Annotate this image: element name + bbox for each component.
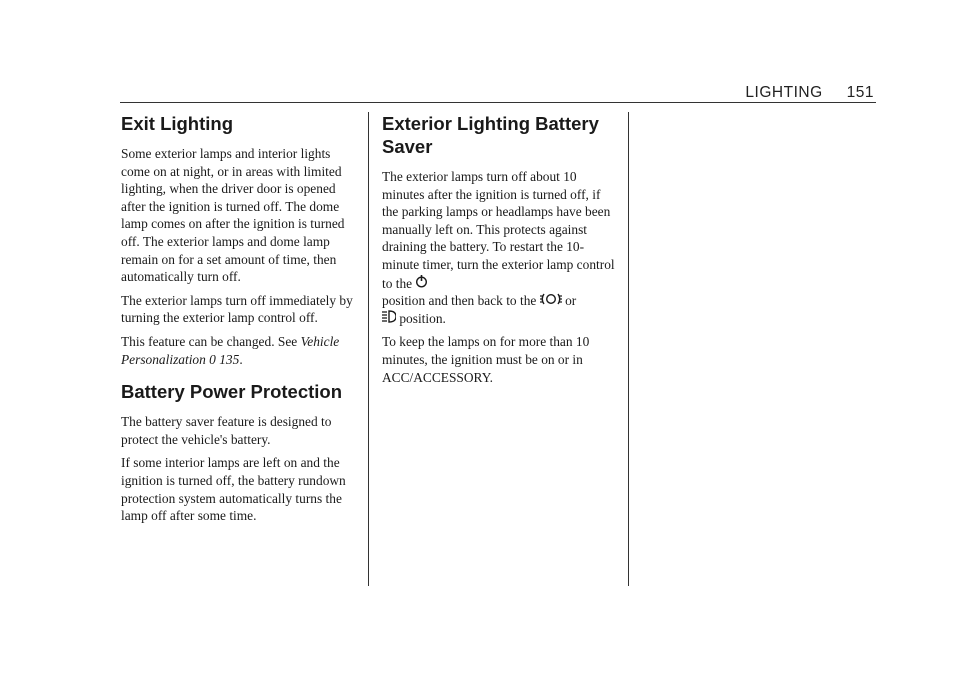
column-divider-left (368, 112, 369, 586)
battery-protection-paragraph-1: The battery saver feature is designed to protect the vehicle's battery. (121, 414, 332, 447)
column-1 (121, 112, 357, 531)
battery-protection-paragraph-2: If some interior lamps are left on and the ignition is turned off, the battery rundown protection system automatically turns the lamp off after some time. (121, 455, 346, 524)
reference-page: 135 (219, 351, 240, 367)
battery-saver-paragraph-1 (382, 168, 618, 327)
battery-saver-paragraph-2: To keep the lamps on for more than 10 minutes, the ignition must be on or in ACC/ACCESSORY. (382, 334, 590, 385)
see-text: This feature can be changed. See (121, 333, 298, 349)
section-name: LIGHTING (745, 84, 823, 101)
page-reference-symbol: 0 (209, 351, 216, 367)
heading-line-1: Exterior Lighting Battery (382, 113, 599, 134)
headlamps-icon (382, 310, 396, 323)
battery-saver-text-c: position. (399, 310, 446, 326)
reference-title: Vehicle Personalization (121, 333, 340, 367)
exit-lighting-paragraph-2: The exterior lamps turn off immediately by turning the exterior lamp control off. (121, 292, 353, 326)
heading-line-2: Saver (382, 136, 433, 157)
exit-lighting-paragraph-1: Some exterior lamps and interior lights come on at night, or in areas with limited lighting, when the driver door is opened after the ignition is turned off. The dome lamp comes on after the ignition is turned off. The exterior lamps and dome lamp remain on for a set amount of time, then automatically turn off. (121, 146, 345, 285)
battery-saver-text-b: position and then back to the (382, 293, 537, 309)
battery-saver-text-a: The exterior lamps turn off about 10 minutes after the ignition is turned off, if the parking lamps or headlamps have been manually left on. This protects against draining the battery. To restart the 10-minute timer, turn the exterior lamp control to the (382, 169, 615, 291)
sentence-end: . (239, 351, 243, 367)
page-number: 151 (846, 84, 874, 101)
power-off-icon (415, 274, 428, 288)
column-divider-right (628, 112, 629, 586)
parking-lamps-icon (540, 293, 562, 305)
exit-lighting-paragraph-3 (121, 333, 357, 368)
column-2 (382, 112, 618, 392)
heading-exterior-lighting-battery-saver (382, 112, 618, 158)
running-head (745, 84, 874, 102)
or-text: or (565, 293, 577, 309)
heading-battery-power-protection: Battery Power Protection (121, 381, 343, 403)
header-rule (120, 102, 876, 103)
heading-exit-lighting: Exit Lighting (121, 113, 234, 134)
